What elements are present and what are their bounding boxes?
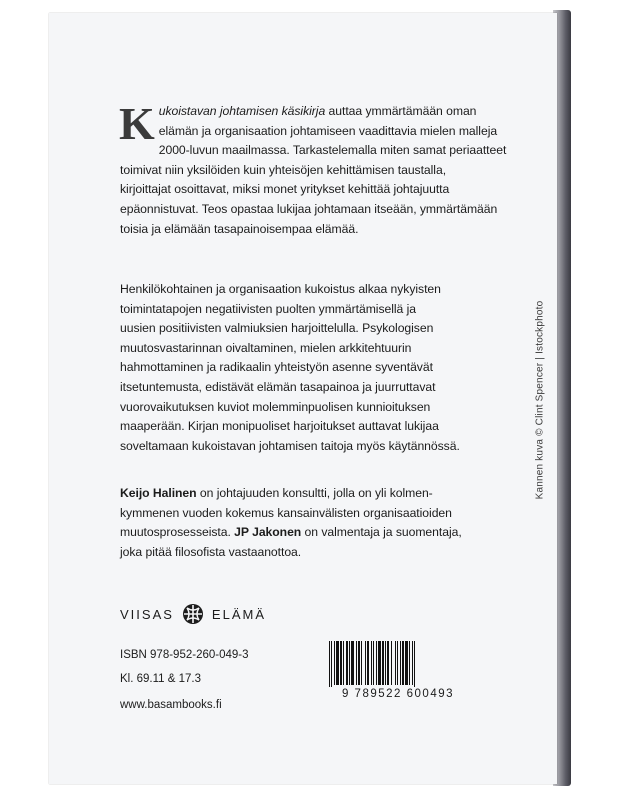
description-line: Henkilökohtainen ja organisaation kukoistus alkaa nykyisten xyxy=(120,282,441,296)
description-paragraph xyxy=(120,280,460,456)
author-bio-text: on johtajuuden konsultti, jolla on yli kolmen- xyxy=(196,486,433,500)
book-title-italic: ukoistavan johtamisen käsikirja xyxy=(158,104,326,118)
isbn-text: ISBN 978-952-260-049-3 xyxy=(120,649,249,661)
author-name: Keijo Halinen xyxy=(120,486,197,500)
barcode-bars xyxy=(327,641,469,687)
barcode-digits: 9 789522 600493 xyxy=(341,688,455,700)
intro-paragraph xyxy=(119,98,507,239)
intro-line: 2000-luvun maailmassa. Tarkastelemalla miten samat periaatteet xyxy=(158,143,507,158)
classification-text: Kl. 69.11 & 17.3 xyxy=(120,673,201,685)
description-line: vuorovaikutuksen kuviot molemminpuolisen kunnioituksen xyxy=(120,399,431,414)
author-bio-line: kymmenen vuoden kokemus kansainvälisten organisaatioiden xyxy=(120,505,452,520)
publisher-name-left: VIISAS xyxy=(120,606,174,622)
author-bio-text: on valmentaja ja suomentaja, xyxy=(301,525,462,540)
intro-line: kirjoittajat osoittavat, miksi monet yritykset kehittää johtajuutta xyxy=(120,182,450,197)
publisher-name-right: ELÄMÄ xyxy=(211,606,266,622)
author-bio-paragraph xyxy=(120,484,460,562)
description-line: soveltamaan kukoistavan johtamisen taitoja myös käytännössä. xyxy=(120,438,460,453)
author-bio-line xyxy=(120,523,460,543)
author-bio-line xyxy=(120,484,460,504)
author-bio-line: joka pitää filosofista vastaanottoa. xyxy=(120,544,302,559)
intro-line: elämän ja organisaation johtamiseen vaadittavia mielen malleja xyxy=(158,123,498,138)
description-line: uusien positiivisten valmiuksien harjoittelulla. Psykologisen xyxy=(120,321,434,336)
intro-first-line xyxy=(120,102,477,122)
cover-photo-credit: Kannen kuva © Clint Spencer | Istockphoto xyxy=(534,300,546,500)
intro-line: toimivat niin yksilöiden kuin yhteisöjen kehittämisen taustalla, xyxy=(120,162,447,177)
isbn-barcode xyxy=(327,641,469,707)
author-bio-text: muutosprosesseista. xyxy=(120,525,235,540)
publisher-emblem-icon xyxy=(182,603,204,625)
publisher-logo xyxy=(120,601,266,627)
dropcap-letter: K xyxy=(119,98,155,149)
description-line: itsetuntemusta, edistävät elämän tasapainoa ja juurruttavat xyxy=(120,379,436,394)
description-line: hahmottaminen ja radikaalin yhteistyön asenne syventävät xyxy=(120,360,433,375)
intro-first-line-rest: auttaa ymmärtämään oman xyxy=(325,104,477,118)
intro-line: epäonnistuvat. Teos opastaa lukijaa johtamaan itseään, ymmärtämään xyxy=(120,201,498,216)
description-line: muutosvastarinnan oivaltaminen, mielen arkkitehtuurin xyxy=(120,340,412,355)
publisher-website: www.basambooks.fi xyxy=(120,699,222,711)
intro-line: toisia ja elämään tasapainoisempaa elämää. xyxy=(120,221,359,236)
description-line: maaperään. Kirjan monipuoliset harjoitukset auttavat lukijaa xyxy=(120,419,439,434)
translator-name: JP Jakonen xyxy=(234,525,302,540)
description-line: toimintatapojen negatiivisten puolten ymmärtämisellä ja xyxy=(120,301,416,316)
